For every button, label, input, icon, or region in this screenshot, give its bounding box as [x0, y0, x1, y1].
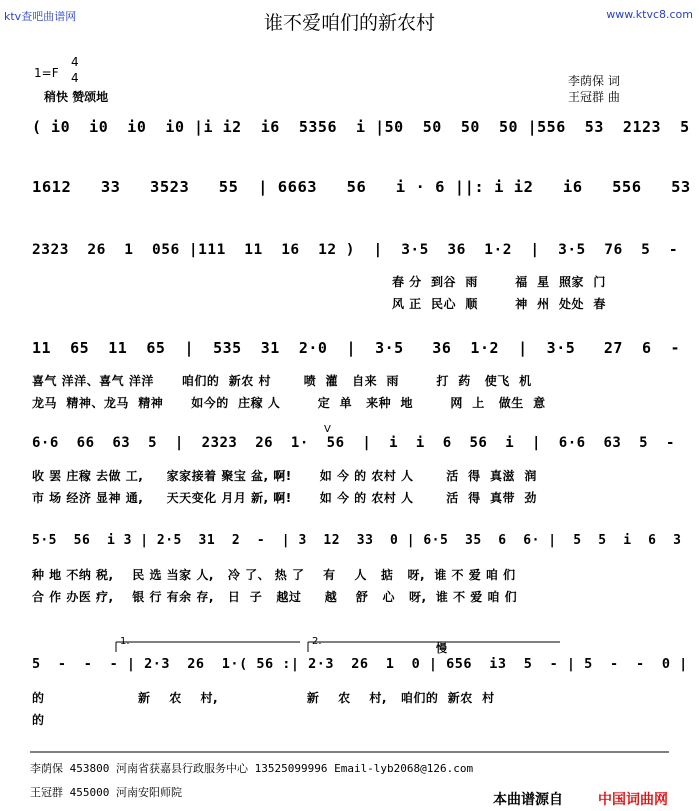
notation-row: 11 65 11 65 | 535 31 2·0 | 3·5 36 1·2 | 3·5 27 6 - [32, 339, 681, 357]
volta-1-label: 1. [120, 636, 130, 647]
lyric-line: 风 正 民心 顺 神 州 处处 春 [392, 297, 606, 311]
lyric-line: 市 场 经济 显神 通, 天天变化 月月 新, 啊! 如 今 的 农村 人 活 得 真带 劲 [32, 491, 537, 505]
lyric-line: 收 罢 庄稼 去做 工, 家家接着 聚宝 盆, 啊! 如 今 的 农村 人 活 得 真滋 润 [32, 469, 537, 483]
composer-credit: 王冠群 曲 [568, 90, 620, 104]
lyric-line: 龙马 精神、龙马 精神 如今的 庄稼 人 定 单 来种 地 网 上 做生 意 [32, 396, 546, 410]
volta-2-label: 2. [312, 636, 322, 647]
lyricist-contact: 李荫保 453800 河南省获嘉县行政服务中心 13525099996 Email-lyb2068@126.com [30, 762, 474, 775]
slow-marking: 慢 [436, 642, 447, 655]
lyric-line: 喜气 洋洋、喜气 洋洋 咱们的 新农 村 喷 灌 自来 雨 打 药 使飞 机 [32, 374, 532, 388]
lyric-line: 的 [32, 713, 45, 727]
lyric-line: 合 作 办医 疗, 银 行 有余 存, 日 子 越过 越 舒 心 呀, 谁 不 爱 咱 们 [32, 590, 518, 604]
watermark-right: www.ktvc8.com [606, 8, 693, 21]
source-site-link[interactable]: 中国词曲网 [598, 792, 668, 808]
lyric-line: 的 新 农 村, 新 农 村, 咱们的 新农 村 [32, 691, 495, 705]
notation-row: 5 - - - | 2·3 26 1·( 56 :| 2·3 26 1 0 | 656 i3 5 - | 5 - - 0 | [32, 656, 688, 672]
lyric-line: 种 地 不纳 税, 民 选 当家 人, 冷 了、 热 了 有 人 掂 呀, 谁 不 爱 咱 们 [32, 568, 516, 582]
composer-contact: 王冠群 455000 河南安阳师院 [30, 786, 182, 799]
notation-row: 6·6 66 63 5 | 2323 26 1· 56 | i i 6 56 i | 6·6 63 5 - [32, 435, 675, 451]
time-signature-top: 4 [71, 55, 79, 69]
breath-mark: V [324, 424, 331, 435]
watermark-left: ktv查吧曲谱网 [4, 10, 77, 23]
notation-row: 5·5 56 i 3 | 2·5 31 2 - | 3 12 33 0 | 6·5 35 6 6· | 5 5 i 6 3 [32, 533, 682, 548]
notation-row: ( i0 i0 i0 i0 |i i2 i6 5356 i |50 50 50 50 |556 53 2123 5 [32, 118, 690, 136]
page-title: 谁不爱咱们的新农村 [263, 12, 435, 34]
key-signature: 1=F [34, 66, 59, 80]
source-label: 本曲谱源自 [493, 792, 563, 808]
notation-row: 2323 26 1 056 |111 11 16 12 ) | 3·5 36 1·2 | 3·5 76 5 - [32, 242, 679, 258]
lyric-line: 春 分 到谷 雨 福 星 照家 门 [392, 275, 606, 289]
lyricist-credit: 李荫保 词 [568, 74, 620, 88]
time-signature-bottom: 4 [71, 71, 79, 85]
tempo-marking: 稍快 赞颂地 [44, 90, 109, 104]
notation-row: 1612 33 3523 55 | 6663 56 i · 6 ||: i i2 i6 556 53 [32, 178, 691, 196]
